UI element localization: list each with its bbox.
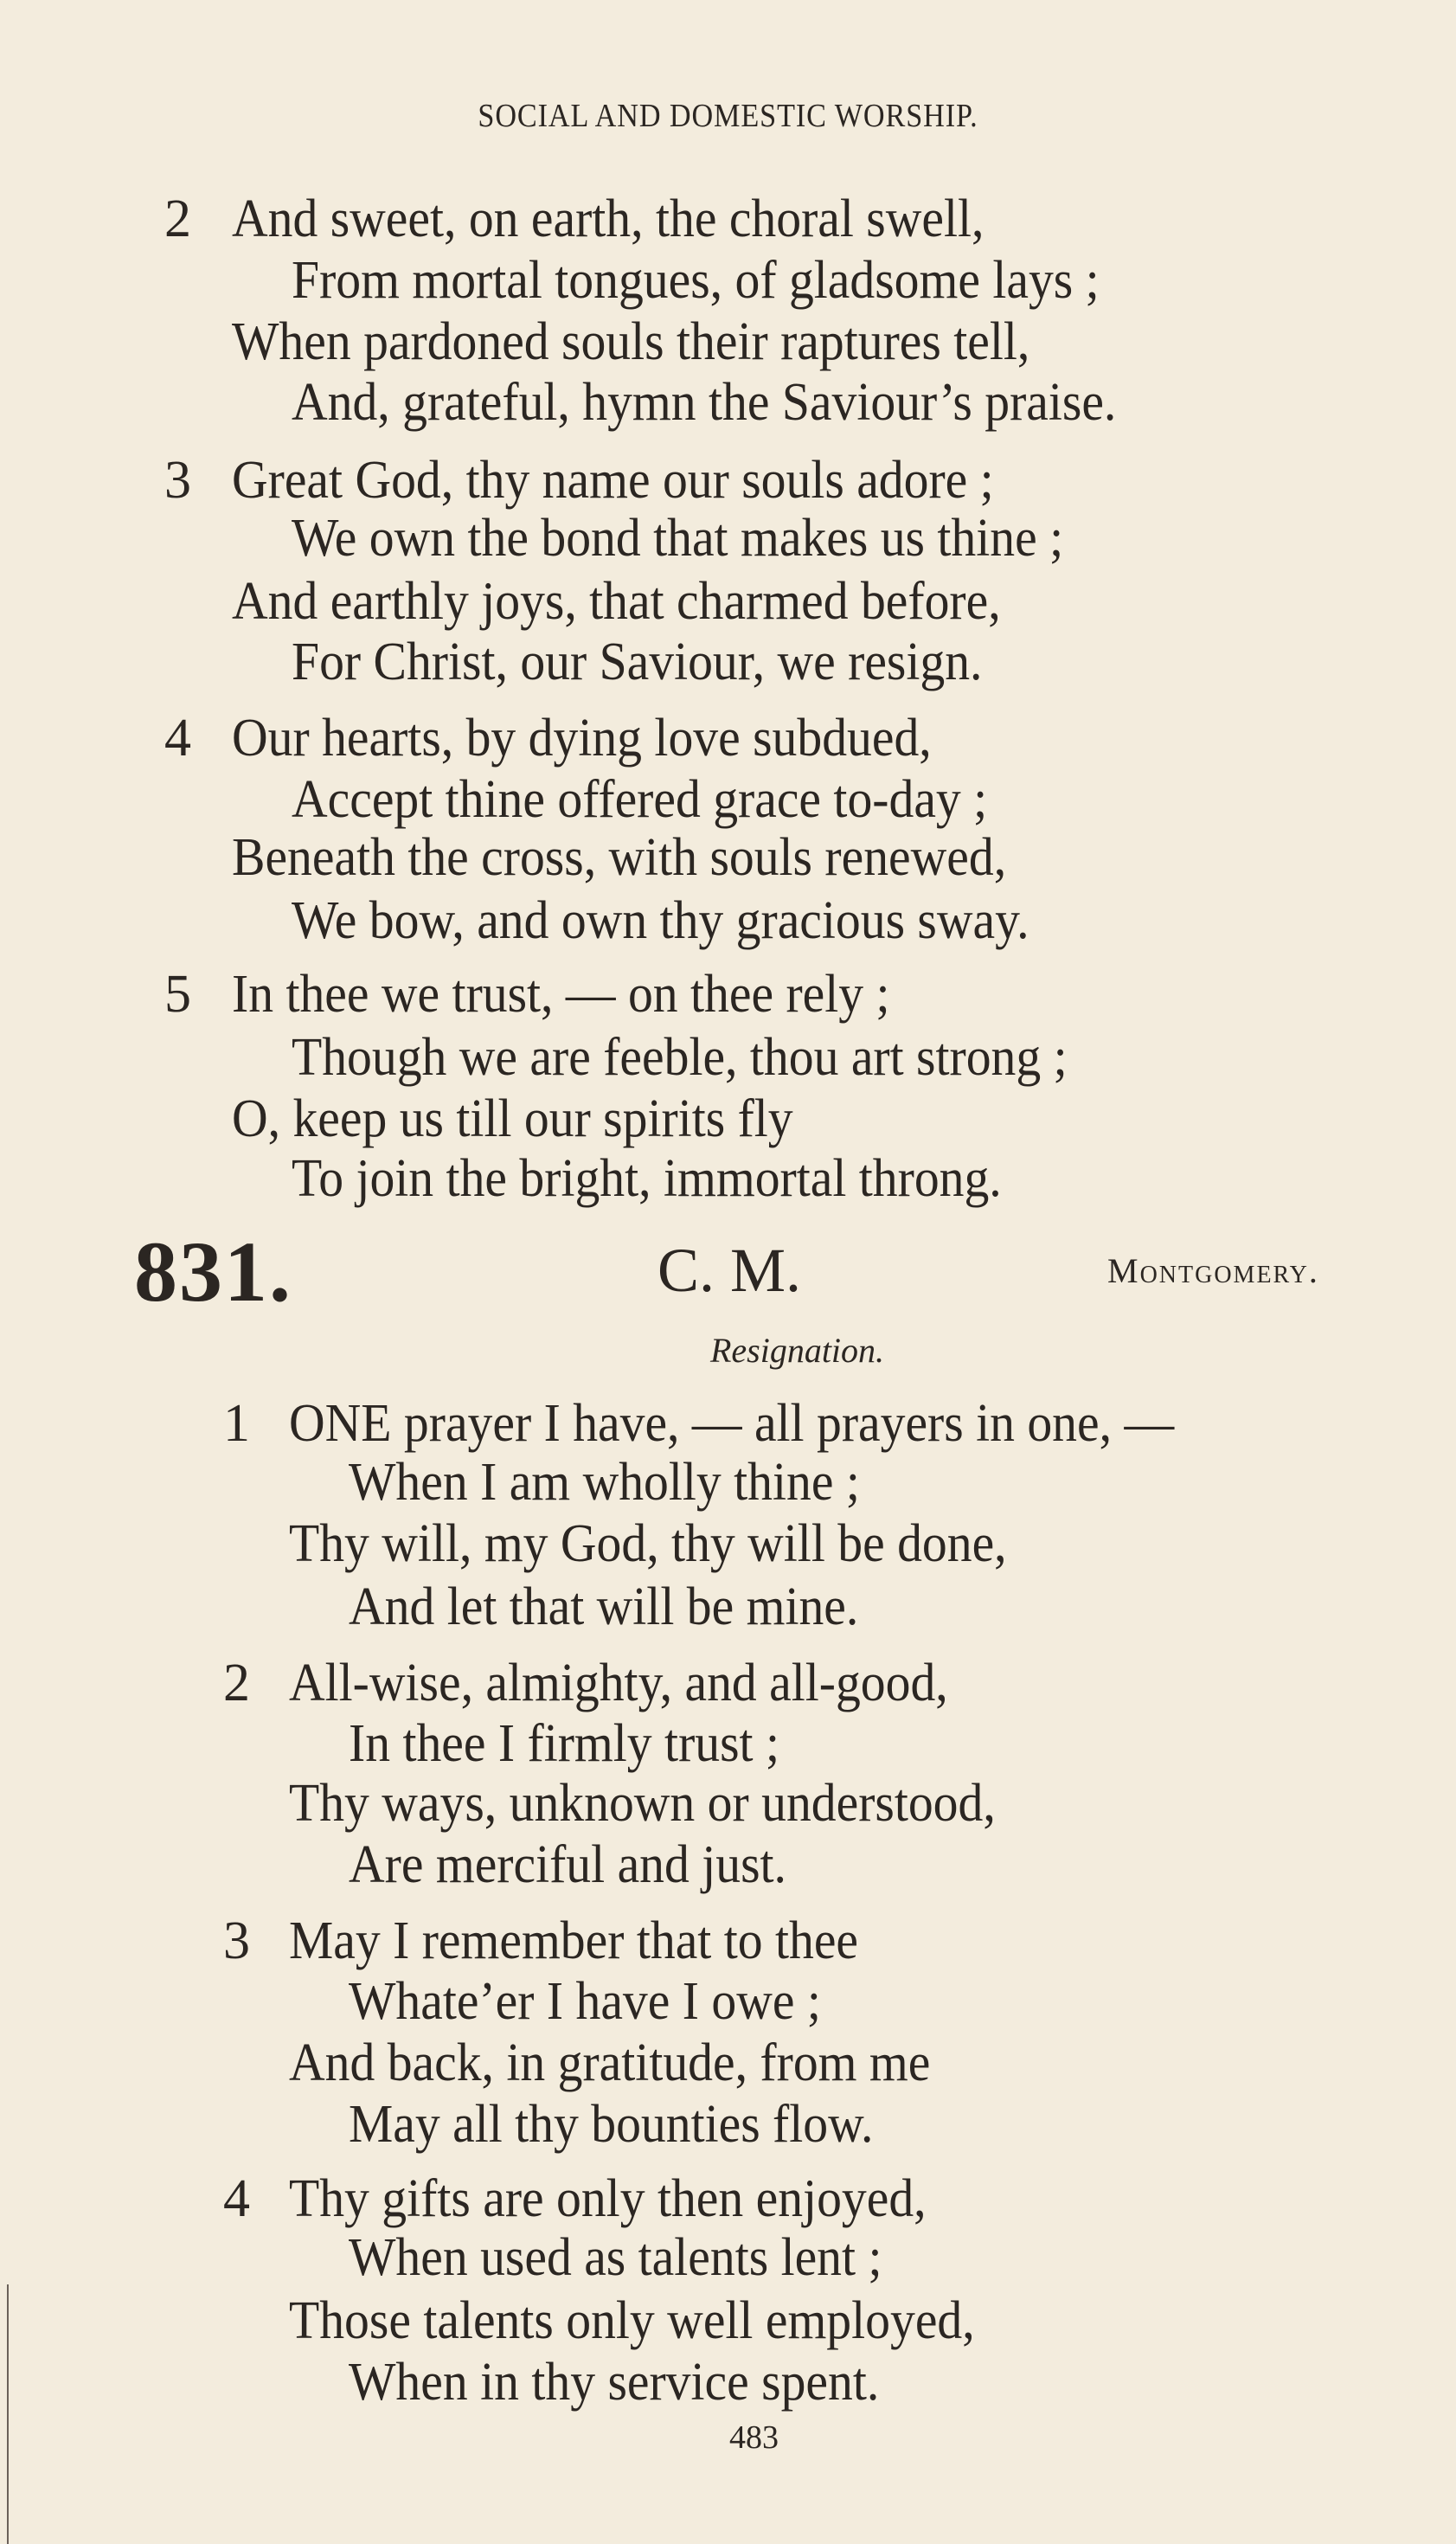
verse-line: And let that will be mine.: [349, 1577, 859, 1636]
verse-number: 4: [223, 2169, 250, 2228]
verse-line: To join the bright, immortal throng.: [292, 1149, 1002, 1208]
page-number: 483: [729, 2419, 779, 2456]
verse-line: Thy ways, unknown or understood,: [289, 1774, 996, 1833]
verse-line: And sweet, on earth, the choral swell,: [232, 190, 985, 248]
verse-line: And back, in gratitude, from me: [289, 2033, 931, 2092]
verse-line: We bow, and own thy gracious sway.: [292, 891, 1029, 950]
verse-line: When in thy service spent.: [349, 2353, 880, 2412]
verse-line: In thee we trust, — on thee rely ;: [232, 965, 890, 1024]
verse-number: 1: [223, 1394, 250, 1453]
verse-line: And earthly joys, that charmed before,: [232, 572, 1001, 631]
verse-line: Though we are feeble, thou art strong ;: [292, 1028, 1068, 1087]
verse-line: When used as talents lent ;: [349, 2228, 882, 2287]
verse-line: Beneath the cross, with souls renewed,: [232, 828, 1007, 887]
verse-line: Thy gifts are only then enjoyed,: [289, 2169, 927, 2228]
verse-line: Great God, thy name our souls adore ;: [232, 451, 994, 510]
verse-line: Accept thine offered grace to-day ;: [292, 770, 988, 829]
verse-line: May all thy bounties flow.: [349, 2095, 874, 2154]
verse-number: 4: [164, 709, 191, 768]
verse-line: For Christ, our Saviour, we resign.: [292, 633, 983, 691]
verse-line: Our hearts, by dying love subdued,: [232, 709, 932, 768]
hymn-meter: C. M.: [657, 1236, 802, 1305]
hymn-author: Montgomery.: [1107, 1251, 1319, 1290]
verse-line: Are merciful and just.: [349, 1835, 786, 1894]
verse-line: And, grateful, hymn the Saviour’s praise.: [292, 373, 1117, 432]
verse-number: 2: [164, 190, 191, 248]
verse-number: 3: [223, 1911, 250, 1970]
verse-line: When pardoned souls their raptures tell,: [232, 312, 1030, 371]
verse-line: Whate’er I have I owe ;: [349, 1972, 821, 2031]
verse-number: 3: [164, 451, 191, 510]
verse-line: ONE prayer I have, — all prayers in one, —: [289, 1394, 1175, 1453]
hymn-number: 831.: [134, 1224, 292, 1320]
verse-line: Thy will, my God, thy will be done,: [289, 1514, 1007, 1573]
verse-line: We own the bond that makes us thine ;: [292, 509, 1064, 568]
verse-line: When I am wholly thine ;: [349, 1453, 860, 1512]
verse-line: In thee I firmly trust ;: [349, 1714, 780, 1773]
page-edge: [7, 2284, 9, 2544]
verse-line: May I remember that to thee: [289, 1911, 859, 1970]
hymn-subtitle: Resignation.: [709, 1331, 885, 1370]
verse-line: All-wise, almighty, and all-good,: [289, 1654, 948, 1712]
running-header: SOCIAL AND DOMESTIC WORSHIP.: [478, 98, 978, 134]
verse-line: O, keep us till our spirits fly: [232, 1089, 793, 1148]
verse-line: Those talents only well employed,: [289, 2291, 975, 2350]
verse-number: 5: [164, 965, 191, 1024]
verse-number: 2: [223, 1654, 250, 1712]
verse-line: From mortal tongues, of gladsome lays ;: [292, 251, 1100, 310]
